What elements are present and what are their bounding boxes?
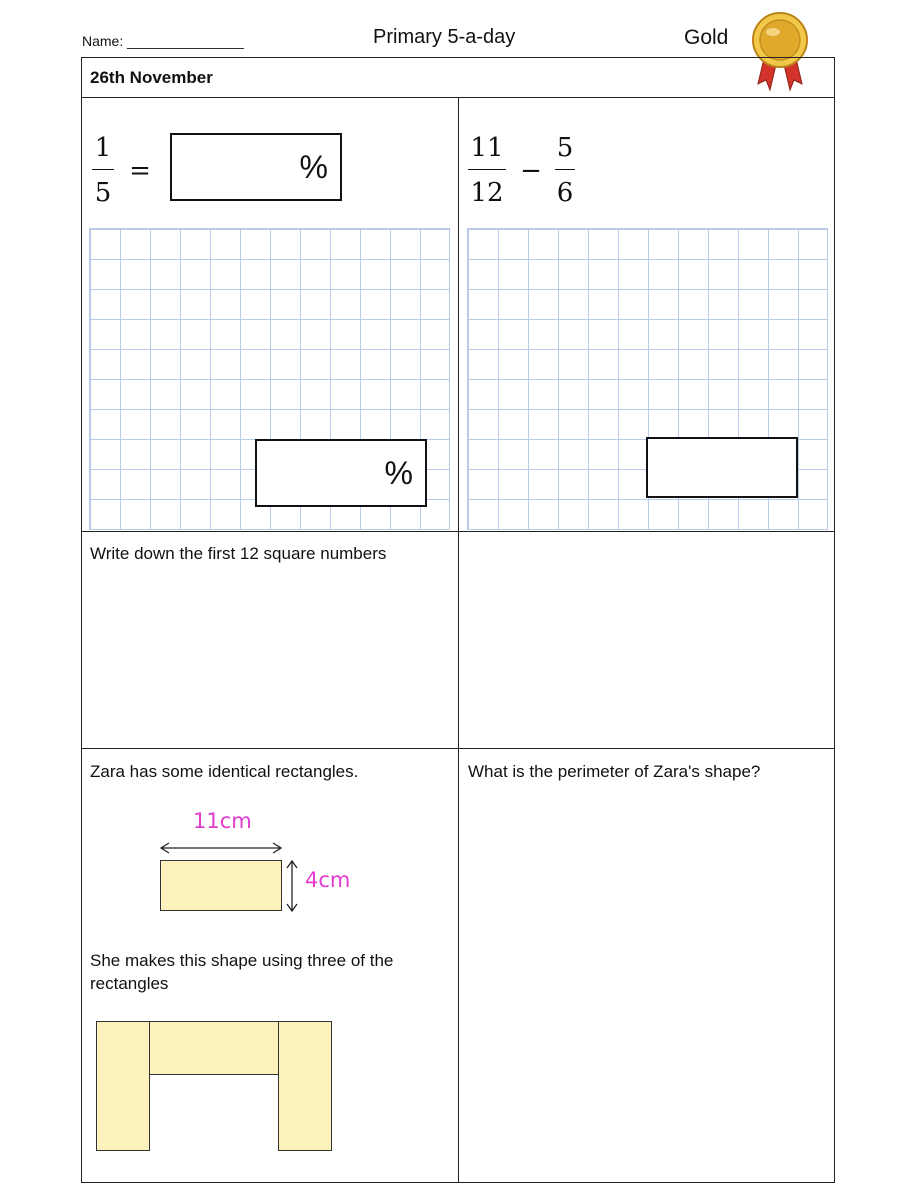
q1-answer-percent-sign: % [384, 455, 413, 491]
q2-denominator-1: 12 [470, 178, 504, 208]
q2-minus: − [520, 156, 542, 186]
q1-numerator: 1 [94, 133, 112, 163]
row-divider [81, 748, 835, 749]
q2-fraction-bar-2 [555, 169, 575, 170]
q5-intro-text: Zara has some identical rectangles. [90, 762, 359, 781]
q1-denominator: 5 [94, 178, 112, 208]
q2-denominator-2: 6 [556, 178, 574, 208]
q1-percent-box[interactable] [170, 133, 342, 201]
q2-numerator-1: 11 [470, 133, 504, 163]
height-arrow-icon [284, 858, 300, 914]
q6-text: What is the perimeter of Zara's shape? [468, 762, 761, 781]
q1-equals: = [129, 156, 151, 186]
q3-text: Write down the first 12 square numbers [90, 544, 387, 563]
q5-shape-text: She makes this shape using three of the rectangles [90, 951, 394, 993]
worksheet-date: 26th November [90, 68, 213, 87]
worksheet-title: Primary 5-a-day [373, 26, 516, 48]
q1-answer-box[interactable] [255, 439, 427, 507]
shape-left-rectangle [96, 1021, 150, 1151]
q2-fraction-bar-1 [468, 169, 506, 170]
width-label: 11cm [193, 809, 252, 833]
q2-answer-box[interactable] [646, 437, 798, 498]
height-label: 4cm [305, 868, 351, 892]
q2-numerator-2: 5 [556, 133, 574, 163]
name-field-label: Name: _______________ [82, 33, 244, 49]
q1-percent-sign: % [299, 149, 328, 185]
q4-empty-cell [459, 532, 834, 748]
q1-fraction-bar [92, 169, 114, 170]
width-arrow-icon [156, 840, 286, 856]
single-rectangle [160, 860, 282, 911]
shape-middle-rectangle [149, 1021, 279, 1075]
shape-right-rectangle [278, 1021, 332, 1151]
level-label: Gold [684, 26, 729, 49]
